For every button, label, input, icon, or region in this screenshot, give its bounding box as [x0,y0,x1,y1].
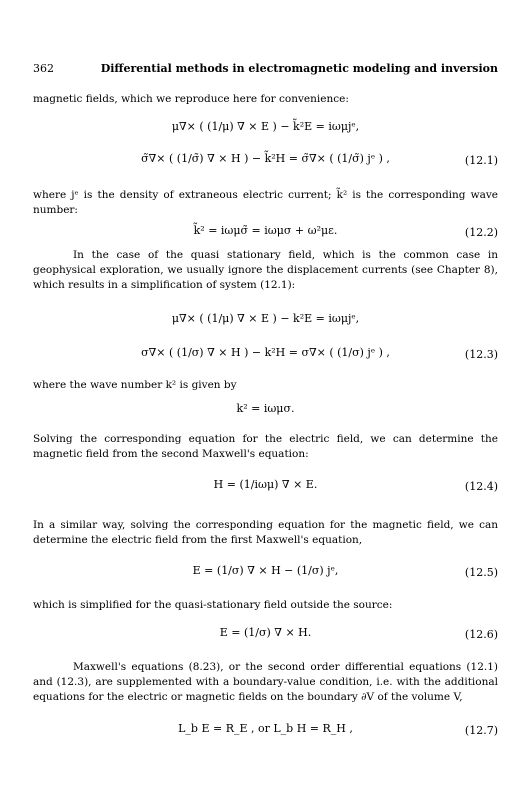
equation-12-7 [33,716,498,746]
equation-text: σ̃∇× ( (1/σ̃) ∇ × H ) − k̃²H = σ̃∇× ( (1/σ̃) jᵉ ) , [141,152,390,165]
equation-text: L_b E = R_E , or L_b H = R_H , [178,722,353,735]
equation-text: H = (1/iωμ) ∇ × E. [213,478,318,491]
paragraph-3: In the case of the quasi stationary field, which is the common case in geophysical exploration, we usually ignore the displacement currents (see Chapter 8), which results in a simplification of system (12.1): [33,249,498,291]
equation-label: (12.3) [464,348,498,361]
equation-text: μ∇× ( (1/μ) ∇ × E ) − k²E = iωμjᵉ, [171,312,360,325]
equation-label: (12.5) [464,566,498,579]
equation-12-3a [33,306,498,336]
paragraph-1: magnetic fields, which we reproduce here for convenience: [33,93,349,105]
equation-text: E = (1/σ) ∇ × H − (1/σ) jᵉ, [192,564,339,577]
page-number: 362 [33,62,54,75]
paragraph-5: Solving the corresponding equation for the electric field, we can determine the magnetic field from the second Maxwell's equation: [33,433,498,460]
equation-text: k̃² = iωμσ̃ = iωμσ + ω²με. [193,224,338,237]
equation-k [33,396,498,426]
equation-12-5 [33,558,498,588]
equation-label: (12.6) [464,628,498,641]
running-title: Differential methods in electromagnetic modeling and inversion [100,62,498,75]
equation-text: μ∇× ( (1/μ) ∇ × E ) − k̃²E = iωμjᵉ, [171,120,360,133]
equation-12-1b [33,146,498,176]
paragraph-7: which is simplified for the quasi-stationary field outside the source: [33,599,393,611]
paragraph-2: where jᵉ is the density of extraneous electric current; k̃² is the corresponding wave number: [33,189,498,216]
equation-12-1a [33,114,498,144]
equation-label: (12.7) [464,724,498,737]
equation-label: (12.4) [464,480,498,493]
equation-12-6 [33,620,498,650]
equation-12-3b [33,340,498,370]
equation-label: (12.1) [464,154,498,167]
page-header [33,62,498,78]
equation-text: k² = iωμσ. [236,402,295,415]
equation-label: (12.2) [464,226,498,239]
equation-text: σ∇× ( (1/σ) ∇ × H ) − k²H = σ∇× ( (1/σ) jᵉ ) , [141,346,390,359]
paragraph-8: Maxwell's equations (8.23), or the second order differential equations (12.1) and (12.3), are supplemented with a boundary-value condition, i.e. with the additional equations for the electric or magnetic fields on the boundary ∂V of the volume V, [33,661,498,703]
paragraph-4: where the wave number k² is given by [33,379,237,391]
equation-12-4 [33,472,498,502]
equation-12-2 [33,218,498,248]
equation-text: E = (1/σ) ∇ × H. [219,626,312,639]
paragraph-6: In a similar way, solving the corresponding equation for the magnetic field, we can determine the electric field from the first Maxwell's equation, [33,519,498,546]
